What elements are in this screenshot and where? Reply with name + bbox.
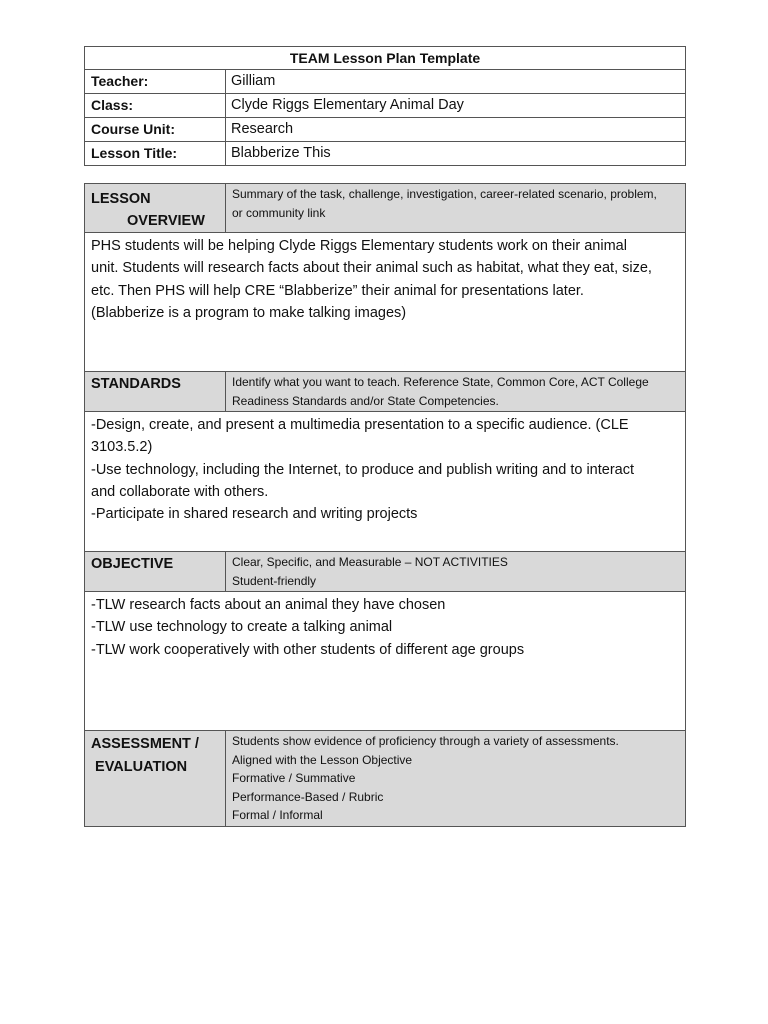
assessment-desc-line: Aligned with the Lesson Objective <box>232 752 413 767</box>
standards-body-line: -Design, create, and present a multimedia presentation to a specific audience. (CLE <box>91 417 629 433</box>
course-unit-value: Research <box>226 118 686 142</box>
teacher-label: Teacher: <box>85 70 226 94</box>
overview-body-line: unit. Students will research facts about their animal such as habitat, what they eat, size, <box>91 260 652 277</box>
class-label: Class: <box>85 94 226 118</box>
standards-desc-line: Readiness Standards and/or State Competencies. <box>232 393 499 408</box>
teacher-value: Gilliam <box>226 70 686 94</box>
overview-header-row <box>85 184 686 233</box>
assessment-header-row <box>85 731 686 827</box>
objective-description <box>226 552 686 592</box>
header-title-row <box>85 47 686 70</box>
objective-body-line: -TLW work cooperatively with other students of different age groups <box>91 641 525 658</box>
course-unit-row <box>85 118 686 142</box>
assessment-label-line: ASSESSMENT / <box>91 736 199 752</box>
standards-body-line: and collaborate with others. <box>91 483 269 500</box>
assessment-desc-line: Formative / Summative <box>232 771 356 785</box>
objective-label-line: OBJECTIVE <box>91 556 174 572</box>
overview-description <box>226 184 686 233</box>
standards-body-line: -Use technology, including the Internet, to produce and publish writing and to interact <box>91 461 635 478</box>
lesson-title-value: Blabberize This <box>226 142 686 166</box>
assessment-desc-line: Performance-Based / Rubric <box>232 789 384 804</box>
objective-header-row <box>85 552 686 592</box>
standards-body-line: -Participate in shared research and writing projects <box>91 506 418 523</box>
standards-desc-line: Identify what you want to teach. Reference State, Common Core, ACT College <box>232 375 649 389</box>
course-unit-label: Course Unit: <box>85 118 226 142</box>
overview-body <box>85 233 686 372</box>
assessment-label <box>85 731 226 827</box>
standards-body <box>85 412 686 552</box>
objective-body-line: -TLW use technology to create a talking animal <box>91 619 393 636</box>
overview-body-line: (Blabberize is a program to make talking images) <box>91 304 407 321</box>
overview-body-row <box>85 233 686 372</box>
standards-body-line: 3103.5.2) <box>91 439 153 456</box>
objective-body-line: -TLW research facts about an animal they have chosen <box>91 597 446 613</box>
objective-desc-line: Student-friendly <box>232 573 317 588</box>
lesson-title-label: Lesson Title: <box>85 142 226 166</box>
assessment-description <box>226 731 686 827</box>
objective-desc-line: Clear, Specific, and Measurable – NOT ACTIVITIES <box>232 555 508 569</box>
standards-description <box>226 372 686 412</box>
overview-body-line: etc. Then PHS will help CRE “Blabberize” their animal for presentations later. <box>91 282 584 299</box>
lesson-title-row <box>85 142 686 166</box>
objective-body <box>85 592 686 731</box>
standards-label-line: STANDARDS <box>91 376 181 392</box>
overview-label-line: OVERVIEW <box>127 213 205 229</box>
assessment-label-line: EVALUATION <box>91 759 188 775</box>
overview-desc-line: or community link <box>232 205 326 220</box>
objective-label <box>85 552 226 592</box>
overview-label-line: LESSON <box>91 191 151 207</box>
assessment-desc-line: Students show evidence of proficiency through a variety of assessments. <box>232 734 619 748</box>
overview-label <box>85 184 226 233</box>
teacher-row <box>85 70 686 94</box>
overview-desc-line: Summary of the task, challenge, investigation, career-related scenario, problem, <box>232 187 657 201</box>
lesson-plan-header-table <box>84 46 686 166</box>
standards-body-row <box>85 412 686 552</box>
overview-body-line: PHS students will be helping Clyde Riggs Elementary students work on their animal <box>91 238 627 254</box>
standards-header-row <box>85 372 686 412</box>
template-title: TEAM Lesson Plan Template <box>85 47 686 70</box>
class-value: Clyde Riggs Elementary Animal Day <box>226 94 686 118</box>
objective-body-row <box>85 592 686 731</box>
lesson-plan-sections-table <box>84 183 686 827</box>
class-row <box>85 94 686 118</box>
standards-label <box>85 372 226 412</box>
assessment-desc-line: Formal / Informal <box>232 808 323 822</box>
